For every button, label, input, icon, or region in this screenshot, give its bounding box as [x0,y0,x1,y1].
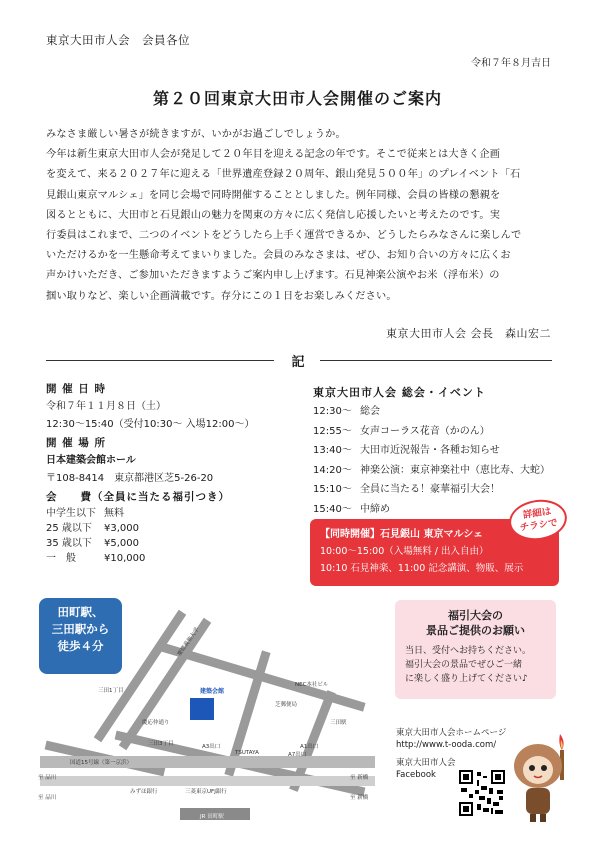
addressee: 東京大田市人会 会員各位 [46,33,190,47]
date-value: 令和７年１１月８日（土） [46,401,166,412]
divider-left [46,360,274,361]
map-a7-label: A7出口 [288,752,307,758]
map-a1-label: A1出口 [300,744,319,750]
qr-code-icon[interactable] [459,770,505,816]
map-shinagawa-label: 至 品川 [38,775,57,781]
marche-line2: 10:10 石見神楽、11:00 記念講演、物販、展示 [320,563,524,574]
gift-text: 当日、受付へお持ちください。 福引大会の景品でぜひご一緒 に楽しく盛り上げてください♪ [405,646,532,684]
date-label: 開 催 日 時 [46,383,106,395]
body-line: みなさま厳しい暑さが続きますが、いかがお過ごしでしょうか。 [46,129,346,140]
map-shimbashi-label: 至 新橋 [350,775,369,781]
venue-name: 日本建築会館ホール [46,455,136,466]
page-title: 第２０回東京大田市人会開催のご案内 [152,89,442,108]
fee-row: 25 歳以下 ¥3,000 [46,523,139,534]
map-mitsubishi-label: 三菱東京UFJ銀行 [185,789,227,795]
body-line: 声かけいただき、ご参加いただきますようご案内申し上げます。石見神楽公演やお米（浮布米）の [46,270,500,282]
issue-date: 令和７年８月吉日 [471,58,551,69]
rail-line [40,776,375,786]
homepage-url[interactable]: http://www.t-ooda.com/ [396,740,497,750]
mascot-illustration [508,730,578,825]
signature: 東京大田市人会 会長 森山宏二 [386,327,551,340]
details-badge: 詳細は チラシで [506,496,569,544]
body-line: 図るとともに、大田市と石見銀山の魅力を関東の方々に広く発信し応援したいと考えたのです。実 [46,209,501,221]
fee-label: 会 費（全員に当たる福引つき） [46,491,230,503]
time-value: 12:30〜15:40（受付10:30〜 入場12:00〜） [46,419,255,430]
program-item: 15:10〜 全員に当たる！豪華福引大会！ [313,484,500,495]
map-jr-label: JR 田町駅 [200,814,224,820]
map-keio-label: 慶應義塾大学 [176,626,201,658]
gift-box [395,600,556,699]
fee-row: 中学生以下 無料 [46,508,124,519]
map-shinagawa-label-2: 至 品川 [38,795,57,801]
body-line: を変えて、来る２０２７年に迎える「世界遺産登録２０周年、銀山発見５００年」のプレイベント「石 [46,169,521,181]
divider-right [320,360,552,361]
map-keio-st-label: 慶応仲通り [142,720,170,726]
body-paragraph [46,125,554,307]
gift-title: 福引大会の 景品ご提供のお願い [426,609,525,637]
homepage-label: 東京大田市人会ホームページ [396,728,507,738]
map-mitahigashi-label: 三田駅 [330,720,347,726]
body-line: 今年は新生東京大田市人会が発足して２０年目を迎える記念の年です。そこで従来とは大きく企画 [46,149,501,161]
body-line: 掴い取りなど、楽しい企画満載です。存分にこの１日をお楽しみください。 [46,290,397,302]
map-postoffice-label: 芝郵便局 [275,702,298,708]
program-item: 14:20〜 神楽公演：東京神楽社中（恵比寿、大蛇） [313,464,550,476]
fee-row: 一 般 ¥10,000 [46,553,146,564]
ki-heading: 記 [291,355,305,370]
map-a3-label: A3出口 [202,744,221,750]
marche-title: 【同時開催】石見銀山 東京マルシェ [320,529,484,540]
program-heading: 東京大田市人会 総会・イベント [313,386,486,399]
program-item: 12:55〜 女声コーラス花音（かのん） [313,425,490,437]
map-mita3-label: 三田3丁目 [148,741,174,747]
venue-address: 〒108-8414 東京都港区芝5-26-20 [46,473,214,484]
map-mita1-label: 三田1丁目 [98,688,124,694]
venue-marker [190,698,214,720]
venue-label: 開 催 場 所 [46,437,106,449]
fee-row: 35 歳以下 ¥5,000 [46,538,139,549]
map-tsutaya-label: TSUTAYA [235,750,259,756]
body-line: 行委員はこれまで、二つのイベントをどうしたら上手く運営できるか、どうしたらみなさんに楽しんで [46,230,522,242]
facebook-label-2: Facebook [396,770,436,780]
map-venue-label: 建築会館 [200,688,225,695]
details-column [46,380,296,566]
body-line: いただけるかを一生懸命考えてまいりました。会員のみなさまは、ぜひ、お知り合いの方々に広くお [46,250,511,262]
body-line: 見銀山東京マルシェ」を同じ会場で同時開催することとしました。例年同様、会員の皆様の懇親を [46,189,501,201]
program-item: 12:30〜 総会 [313,406,380,417]
map-nec-label: NEC本社ビル [295,682,329,688]
access-badge: 田町駅、 三田駅から 徒歩４分 [39,598,122,674]
map-shimbashi-label-2: 至 新橋 [350,795,369,801]
facebook-label: 東京大田市人会 [396,758,456,768]
map-bank-label: みずほ銀行 [130,789,158,795]
program-item: 15:40〜 中締め [313,503,390,515]
program-item: 13:40〜 大田市近況報告・各種お知らせ [313,445,500,456]
marche-line1: 10:00〜15:00（入場無料 / 出入自由） [320,546,489,557]
map-route15-label: 国道15号線（第一京浜） [70,760,132,766]
